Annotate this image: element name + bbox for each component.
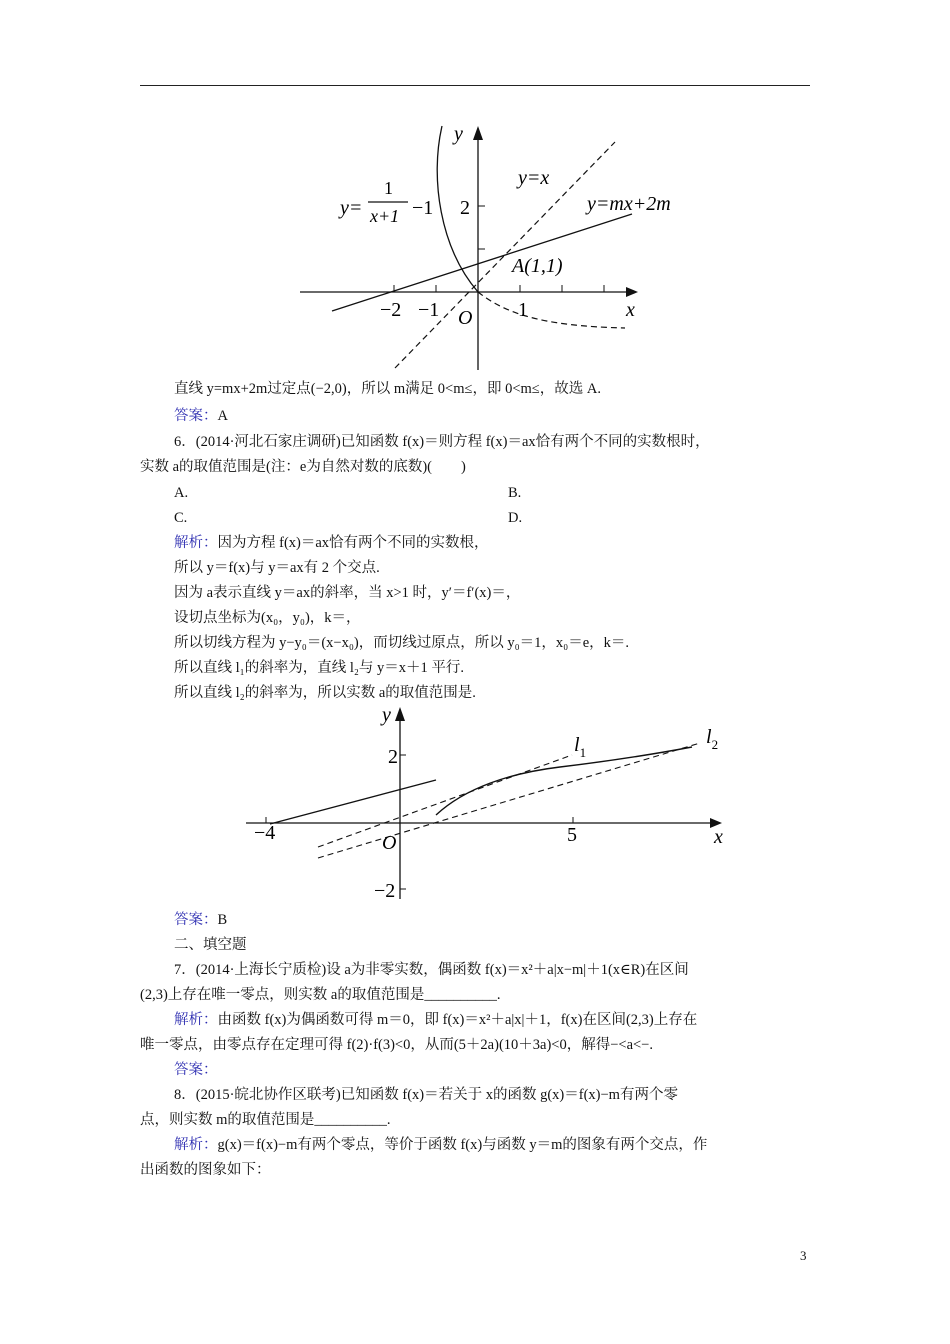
fig2-label-l2: $l_2$ xyxy=(706,726,719,752)
answer-line: 答案：A xyxy=(174,408,228,424)
fig2-x-axis-label: x xyxy=(714,826,723,848)
fig2-tick-m4: −4 xyxy=(254,822,276,844)
fig1-curve-den: x+1 xyxy=(370,206,400,226)
analysis-label: 解析： xyxy=(174,535,218,551)
answer-label: 答案： xyxy=(174,912,218,928)
text-line: 因为 a表示直线 y＝ax的斜率，当 x>1 时，y′＝f′(x)＝， xyxy=(174,585,521,601)
question-7-line-2: (2,3)上存在唯一零点，则实数 a的取值范围是__________. xyxy=(140,987,501,1003)
option-d: D. xyxy=(508,510,523,526)
analysis-line: 解析：g(x)＝f(x)−m有两个零点，等价于函数 f(x)与函数 y＝m的图象有两个交点，作 xyxy=(174,1137,708,1153)
figure-2-graph xyxy=(240,703,740,903)
fig1-label-a: A(1,1) xyxy=(512,255,563,277)
fig2-tick-m2: −2 xyxy=(374,880,396,902)
figure-1-graph xyxy=(290,118,671,378)
answer-line: 答案：B xyxy=(174,912,228,928)
option-b: B. xyxy=(508,485,522,501)
fig2-tick-2: 2 xyxy=(388,746,398,768)
text-line: 所以 y＝f(x)与 y＝ax有 2 个交点. xyxy=(174,560,380,576)
fig1-tick-m2: −2 xyxy=(380,299,402,321)
fig1-label-yx: y=x xyxy=(518,167,550,189)
analysis-line: 解析：由函数 f(x)为偶函数可得 m＝0，即 f(x)＝x²＋a|x|＋1，f(x)在区间(2,3)上存在 xyxy=(174,1012,698,1028)
option-c: C. xyxy=(174,510,188,526)
question-8-line-2: 点，则实数 m的取值范围是__________. xyxy=(140,1112,391,1128)
question-8-line-1: 8．(2015·皖北协作区联考)已知函数 f(x)＝若关于 x的函数 g(x)＝f(x)−m有两个零 xyxy=(174,1087,678,1103)
answer-label: 答案： xyxy=(174,408,218,424)
fig2-y-axis-label: y xyxy=(382,704,391,726)
question-6-line-1: 6．(2014·河北石家庄调研)已知函数 f(x)＝则方程 f(x)＝ax恰有两个不同的实数根时， xyxy=(174,434,710,450)
text-line: 设切点坐标为(x₀，y₀)，k＝， xyxy=(174,610,361,626)
text-line: 所以切线方程为 y−y₀＝(x−x₀)，而切线过原点，所以 y₀＝1，x₀＝e，k＝. xyxy=(174,635,630,651)
text-line: 唯一零点，由零点存在定理可得 f(2)·f(3)<0，从而(5＋2a)(10＋3a)<0，解得−<a<−. xyxy=(140,1037,653,1053)
fig1-x-axis-label: x xyxy=(626,299,635,321)
answer-line xyxy=(174,1061,218,1079)
fig1-tick-2: 2 xyxy=(460,197,470,219)
header-rule xyxy=(140,85,810,86)
question-6-line-2: 实数 a的取值范围是(注：e为自然对数的底数)( ) xyxy=(140,459,466,475)
text-line: 出函数的图象如下： xyxy=(140,1162,271,1178)
fig2-origin-label: O xyxy=(382,832,397,854)
analysis-label: 解析： xyxy=(174,1137,218,1153)
fig1-curve-prefix: y= xyxy=(340,197,363,219)
option-a: A. xyxy=(174,485,189,501)
fig1-label-line: y=mx+2m xyxy=(587,193,671,215)
fig1-tick-m1: −1 xyxy=(418,299,440,321)
section-heading: 二、填空题 xyxy=(174,937,247,953)
fig1-tick-1: 1 xyxy=(518,299,528,321)
fig2-label-l1: $l_1$ xyxy=(574,734,587,760)
question-7-line-1: 7．(2014·上海长宁质检)设 a为非零实数，偶函数 f(x)＝x²＋a|x−m|＋1(x∈R)在区间 xyxy=(174,962,689,978)
page-number: 3 xyxy=(800,1248,807,1263)
fig1-y-axis-label: y xyxy=(454,123,463,145)
text-line: 所以直线 l₂的斜率为，所以实数 a的取值范围是. xyxy=(174,685,476,701)
fig1-curve-suffix: −1 xyxy=(412,197,434,219)
fig2-tick-5: 5 xyxy=(567,824,577,846)
answer-label: 答案： xyxy=(174,1062,218,1078)
fig1-origin-label: O xyxy=(458,307,473,329)
text-line: 直线 y=mx+2m过定点(−2,0)，所以 m满足 0<m≤，即 0<m≤，故选 A. xyxy=(174,381,601,397)
fig1-curve-num: 1 xyxy=(384,178,393,198)
analysis-label: 解析： xyxy=(174,1012,218,1028)
analysis-line: 解析：因为方程 f(x)＝ax恰有两个不同的实数根， xyxy=(174,535,489,551)
text-line: 所以直线 l₁的斜率为，直线 l₂与 y＝x＋1 平行. xyxy=(174,660,465,676)
